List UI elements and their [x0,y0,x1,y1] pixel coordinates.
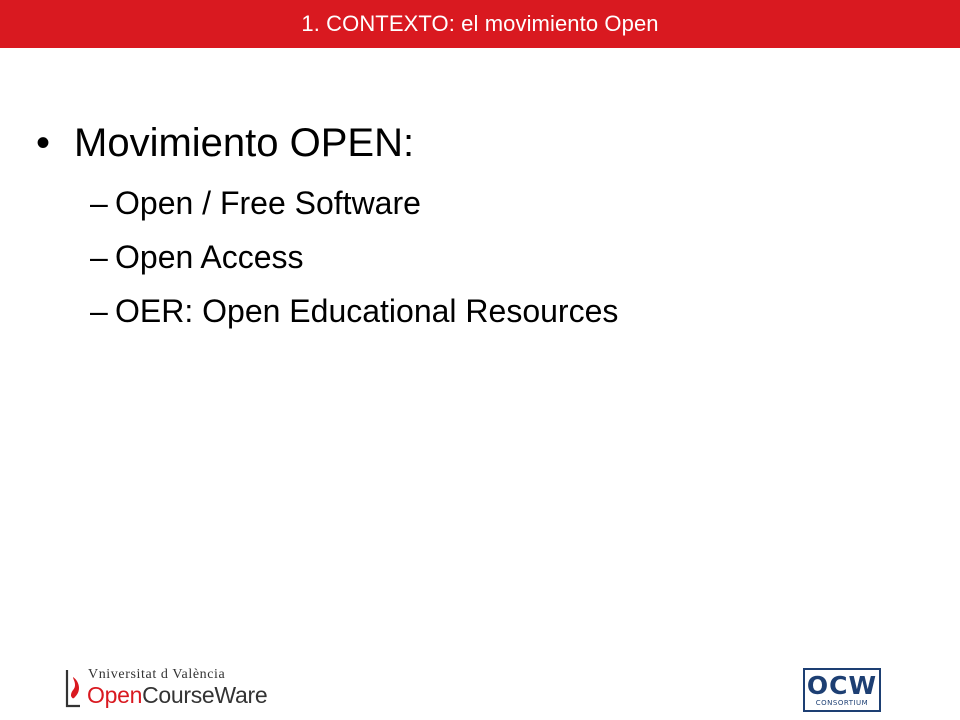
sub-bullet-item [90,284,618,338]
brand-prefix: Open [87,682,143,708]
slide-title: 1. CONTEXTO: el movimiento Open [301,11,659,36]
sub-bullet-text: Open Access [115,239,304,275]
brand-suffix: CourseWare [142,682,268,708]
university-name: Vniversitat d València [88,667,226,682]
dash-icon: – [90,239,108,275]
opencourseware-wordmark [87,682,267,709]
uv-logo-mark-icon [64,668,84,708]
sub-bullet-text: OER: Open Educational Resources [115,293,619,329]
ocw-letters: OCW [806,671,878,700]
ocw-consortium-logo-icon [803,668,881,712]
sub-bullet-item [90,230,618,284]
sub-bullet-list [90,176,618,338]
slide-header-bar [0,0,960,48]
dash-icon: – [90,293,108,329]
bullet-icon: • [36,121,51,165]
uv-opencourseware-logo [64,664,268,710]
main-bullet-text: Movimiento OPEN: [74,121,415,165]
sub-bullet-text: Open / Free Software [115,185,421,221]
dash-icon: – [90,185,108,221]
sub-bullet-item [90,176,618,230]
ocw-subtitle: CONSORTIUM [815,699,869,707]
main-bullet [36,118,414,168]
